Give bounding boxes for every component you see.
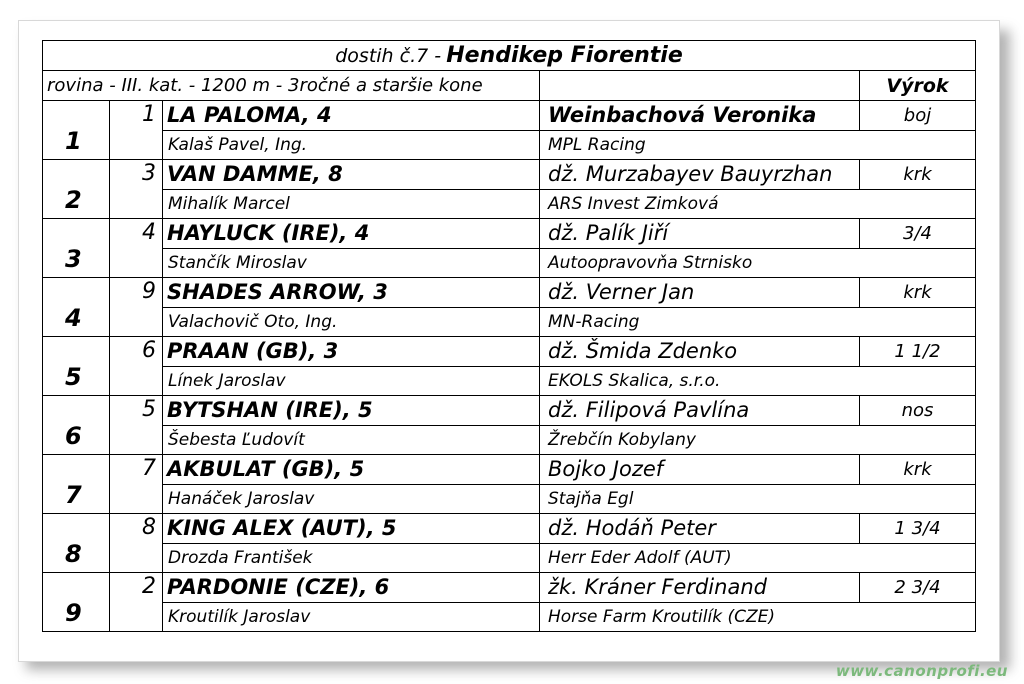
start-number-cell — [110, 219, 163, 277]
start-number-cell — [110, 514, 163, 572]
trainer-name: Kroutilík Jaroslav — [168, 607, 311, 627]
result-row — [43, 101, 975, 160]
result-row — [43, 455, 975, 514]
divider — [539, 101, 540, 160]
divider — [539, 455, 540, 514]
start-number-cell — [110, 573, 163, 631]
owner-name: Autoopravovňa Strnisko — [548, 253, 753, 273]
margin-value: 1 3/4 — [894, 518, 941, 539]
start-number: 8 — [142, 515, 156, 540]
divider — [539, 219, 540, 278]
result-row — [43, 219, 975, 278]
place-cell — [43, 573, 110, 631]
result-row — [43, 396, 975, 455]
trainer-name: Kalaš Pavel, Ing. — [168, 135, 308, 155]
horse-name: KING ALEX (AUT), 5 — [167, 516, 397, 540]
start-number: 1 — [142, 102, 156, 127]
horse-name: LA PALOMA, 4 — [167, 103, 332, 127]
result-row — [43, 514, 975, 573]
divider — [539, 573, 540, 632]
race-number: dostih č.7 - — [335, 45, 442, 67]
place-cell — [43, 514, 110, 572]
start-number: 4 — [142, 220, 156, 245]
margin-value: 3/4 — [903, 223, 932, 244]
start-number: 7 — [142, 456, 156, 481]
owner-name: Herr Eder Adolf (AUT) — [548, 548, 732, 568]
start-number-cell — [110, 278, 163, 336]
owner-name: ARS Invest Zimková — [548, 194, 719, 214]
trainer-name: Mihalík Marcel — [168, 194, 290, 214]
watermark: www.canonprofi.eu — [835, 662, 1008, 680]
place-number: 7 — [65, 481, 82, 509]
place-number: 4 — [65, 304, 82, 332]
results-table — [43, 101, 975, 631]
trainer-name: Línek Jaroslav — [168, 371, 286, 391]
divider — [539, 160, 540, 219]
owner-name: EKOLS Skalica, s.r.o. — [548, 371, 721, 391]
place-number: 5 — [65, 363, 82, 391]
start-number: 2 — [142, 574, 156, 599]
results-sheet — [42, 40, 976, 632]
start-number-cell — [110, 160, 163, 218]
place-cell — [43, 337, 110, 395]
place-cell — [43, 160, 110, 218]
owner-name: MPL Racing — [548, 135, 646, 155]
place-number: 6 — [65, 422, 82, 450]
place-cell — [43, 219, 110, 277]
place-number: 2 — [65, 186, 82, 214]
race-conditions-row — [43, 71, 975, 101]
start-number: 6 — [142, 338, 156, 363]
start-number-cell — [110, 337, 163, 395]
place-number: 1 — [65, 127, 82, 155]
race-name: Hendikep Fiorentie — [446, 43, 683, 68]
margin-value: 1 1/2 — [894, 341, 941, 362]
start-number-cell — [110, 455, 163, 513]
result-row — [43, 573, 975, 631]
horse-name: HAYLUCK (IRE), 4 — [167, 221, 370, 245]
jockey-name: dž. Palík Jiří — [548, 221, 669, 245]
place-cell — [43, 101, 110, 159]
jockey-name: dž. Murzabayev Bauyrzhan — [548, 162, 833, 186]
start-number-cell — [110, 101, 163, 159]
margin-value: boj — [903, 105, 932, 126]
jockey-name: Weinbachová Veronika — [548, 103, 817, 127]
result-row — [43, 278, 975, 337]
trainer-name: Drozda František — [168, 548, 313, 568]
result-row — [43, 160, 975, 219]
owner-name: MN-Racing — [548, 312, 640, 332]
start-number: 5 — [142, 397, 156, 422]
start-number: 9 — [142, 279, 156, 304]
horse-name: AKBULAT (GB), 5 — [167, 457, 365, 481]
margin-value: krk — [903, 282, 932, 303]
horse-name: BYTSHAN (IRE), 5 — [167, 398, 373, 422]
horse-name: PRAAN (GB), 3 — [167, 339, 339, 363]
place-cell — [43, 396, 110, 454]
place-cell — [43, 278, 110, 336]
margin-value: krk — [903, 164, 932, 185]
trainer-name: Stančík Miroslav — [168, 253, 307, 273]
place-cell — [43, 455, 110, 513]
divider — [539, 514, 540, 573]
race-conditions: rovina - III. kat. - 1200 m - 3ročné a staršie kone — [47, 75, 483, 96]
owner-name: Stajňa Egl — [548, 489, 634, 509]
start-number: 3 — [142, 161, 156, 186]
margin-value: krk — [903, 459, 932, 480]
margin-column-header: Výrok — [886, 75, 949, 97]
place-number: 8 — [65, 540, 82, 568]
jockey-name: dž. Verner Jan — [548, 280, 695, 304]
horse-name: SHADES ARROW, 3 — [167, 280, 388, 304]
margin-value: 2 3/4 — [894, 577, 941, 598]
divider — [539, 337, 540, 396]
trainer-name: Šebesta Ľudovít — [168, 430, 305, 450]
owner-name: Horse Farm Kroutilík (CZE) — [548, 607, 775, 627]
jockey-name: žk. Kráner Ferdinand — [548, 575, 767, 599]
place-number: 9 — [65, 599, 82, 627]
divider — [539, 278, 540, 337]
jockey-name: Bojko Jozef — [548, 457, 664, 481]
margin-value: nos — [901, 400, 934, 421]
jockey-name: dž. Filipová Pavlína — [548, 398, 750, 422]
race-title — [43, 41, 975, 71]
result-row — [43, 337, 975, 396]
owner-name: Žrebčín Kobylany — [548, 430, 696, 450]
trainer-name: Hanáček Jaroslav — [168, 489, 315, 509]
start-number-cell — [110, 396, 163, 454]
trainer-name: Valachovič Oto, Ing. — [168, 312, 338, 332]
place-number: 3 — [65, 245, 82, 273]
horse-name: VAN DAMME, 8 — [167, 162, 343, 186]
divider — [539, 396, 540, 455]
jockey-name: dž. Šmida Zdenko — [548, 339, 738, 363]
jockey-name: dž. Hodáň Peter — [548, 516, 716, 540]
divider — [539, 71, 540, 101]
horse-name: PARDONIE (CZE), 6 — [167, 575, 390, 599]
